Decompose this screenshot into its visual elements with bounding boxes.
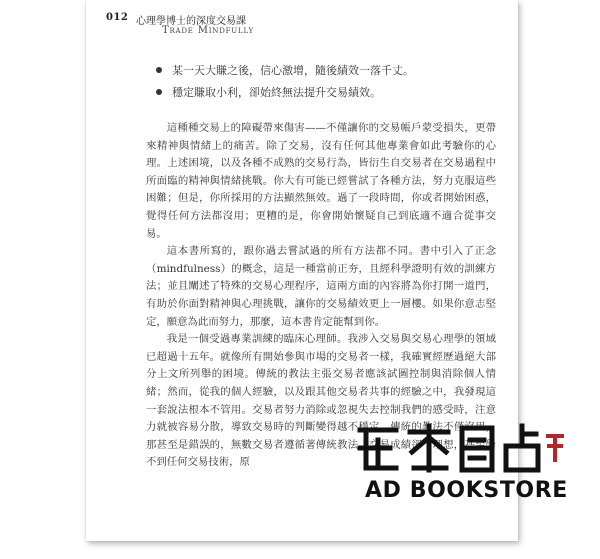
paragraph: 這種種交易上的障礙帶來傷害——不僅讓你的交易帳戶蒙受損失，更帶來精神與情緒上的痛苦。除了交易，沒有任何其他專業會如此考驗你的心理。上述困境，以及各種不成熟的交易行為，皆衍生自交易者在交易過程中所面臨的精神與情緒挑戰。你大有可能已經嘗試了各種方法，努力克服這些困難；但是，你所採用的方法顯然無效。過了一段時間，你或者開始困惑，覺得任何方法都沒用；更糟的是，你會開始懷疑自己到底適不適合從事交易。	[146, 122, 496, 240]
bullet-item	[156, 84, 486, 106]
bullet-list	[156, 62, 486, 106]
bookstore-logo-red-text	[546, 434, 564, 462]
bullet-text: 某一天大賺之後，信心激增，隨後績效一落千丈。	[172, 64, 414, 77]
bookstore-name: AD BOOKSTORE	[365, 478, 568, 503]
paragraph: 我是一個受過專業訓練的臨床心理師。我涉入交易與交易心理學的領域已超過十五年。就像所有開始參與市場的交易者一樣，我確實經歷過絕大部分上文所列舉的困境。傳統的教法主張交易者應該試圖控制與消除個人情緒；然而，從我的個人經驗，以及跟其他交易者共事的經驗之中，我發現這一套說法根本不管用。交易者努力消除或忽視失去控制我們的感受時，注意力就被容易分散，導致交易時的判斷變得越不穩定。傳統的教法不僅沒用，那甚至是錯誤的，無數交易者遵循著傳統教法，交易成績卻不理想，甚至學不到任何交易技術，原	[146, 333, 496, 469]
page-number: 012	[106, 12, 129, 23]
bullet-item	[156, 62, 486, 84]
book-title-english: Trade Mindfully	[162, 25, 254, 36]
bookstore-watermark	[350, 418, 570, 518]
book-title: 心理學博士的深度交易課	[136, 16, 246, 27]
bullet-dot-icon	[156, 67, 162, 73]
paragraph: 這本書所寫的，跟你過去嘗試過的所有方法都不同。書中引入了正念（mindfulness）的概念，這是一種當前正夯，且經科學證明有效的訓練方法；並且闡述了特殊的交易心理程序，這兩方面的內容將為你打開一道門，有助於你面對精神與心理挑戰，讓你的交易績效更上一層樓。如果你意志堅定，願意為此而努力，那麼，這本書肯定能幫到你。	[146, 245, 496, 328]
bullet-text: 穩定賺取小利，卻始終無法提升交易績效。	[172, 86, 381, 99]
bullet-dot-icon	[156, 89, 162, 95]
bookstore-logo-icon	[350, 418, 570, 478]
